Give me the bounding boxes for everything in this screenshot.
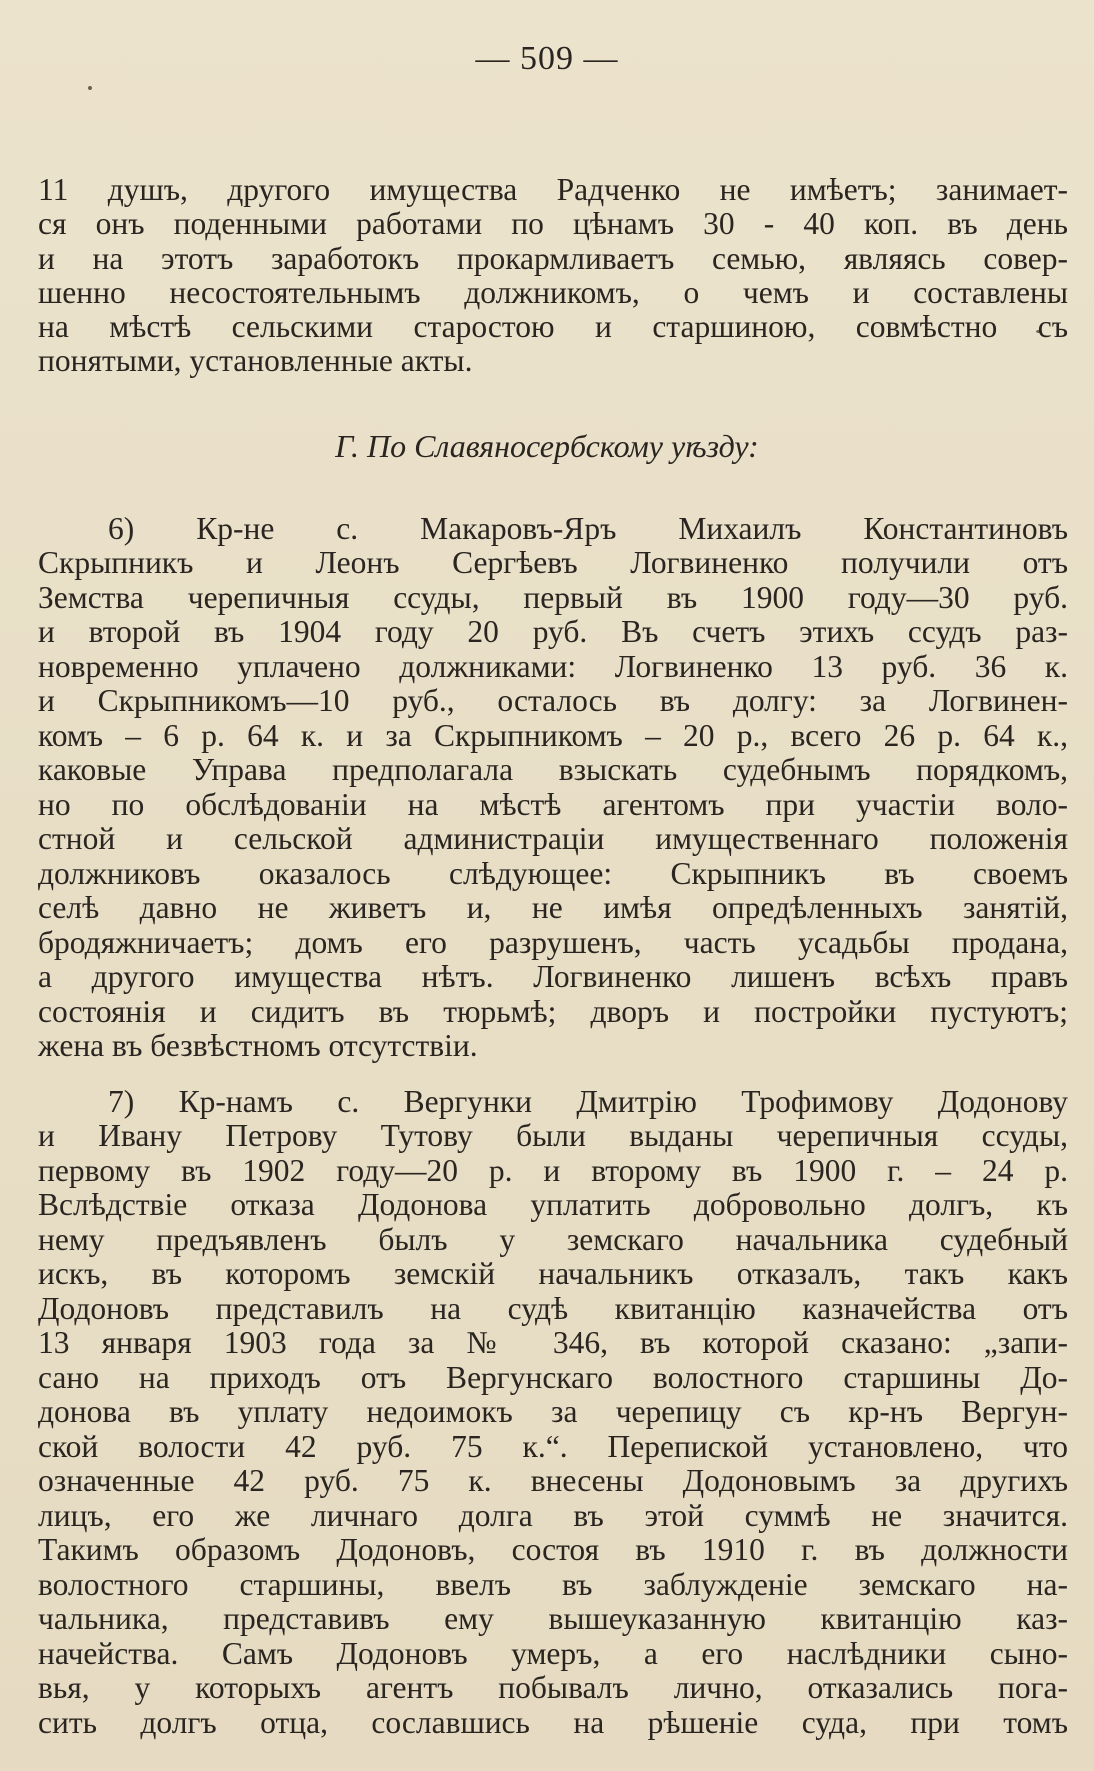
text-line: Такимъ образомъ Додоновъ, состоя въ 1910 г. въ должности bbox=[38, 1532, 1068, 1567]
text-line: сить долгъ отца, сославшись на рѣшеніе суда, при томъ bbox=[38, 1705, 1068, 1740]
text-line: Земства черепичныя ссуды, первый въ 1900 году—30 руб. bbox=[38, 580, 1068, 615]
text-line: на мѣстѣ сельскими старостою и старшиною, совмѣстно съ bbox=[38, 309, 1068, 344]
text-line: сано на приходъ отъ Вергунскаго волостного старшины До- bbox=[38, 1360, 1068, 1395]
text-line: каковые Управа предполагала взыскать судебнымъ порядкомъ, bbox=[38, 752, 1068, 787]
text-line: нему предъявленъ былъ у земскаго начальника судебный bbox=[38, 1222, 1068, 1257]
text-line: комъ – 6 р. 64 к. и за Скрыпникомъ – 20 р., всего 26 р. 64 к., bbox=[38, 718, 1068, 753]
text-line: 6) Кр-не с. Макаровъ-Яръ Михаилъ Константиновъ bbox=[108, 511, 1068, 546]
text-line: первому въ 1902 году—20 р. и второму въ 1900 г. – 24 р. bbox=[38, 1153, 1068, 1188]
text-line: лицъ, его же личнаго долга въ этой суммѣ не значится. bbox=[38, 1498, 1068, 1533]
text-line: новременно уплачено должниками: Логвиненко 13 руб. 36 к. bbox=[38, 649, 1068, 684]
text-line: Додоновъ представилъ на судѣ квитанцію казначейства отъ bbox=[38, 1291, 1068, 1326]
text-line: и Ивану Петрову Тутову были выданы черепичныя ссуды, bbox=[38, 1118, 1068, 1153]
text-line: и второй въ 1904 году 20 руб. Въ счетъ этихъ ссудъ раз- bbox=[38, 614, 1068, 649]
text-line: вья, у которыхъ агентъ побывалъ лично, отказались пога- bbox=[38, 1670, 1068, 1705]
text-line: бродяжничаетъ; домъ его разрушенъ, часть усадьбы продана, bbox=[38, 925, 1068, 960]
text-line: и Скрыпникомъ—10 руб., осталось въ долгу: за Логвинен- bbox=[38, 683, 1068, 718]
text-line: донова въ уплату недоимокъ за черепицу съ кр-нъ Вергун- bbox=[38, 1394, 1068, 1429]
text-line: 11 душъ, другого имущества Радченко не имѣетъ; занимает- bbox=[38, 172, 1068, 207]
text-line: искъ, въ которомъ земскій начальникъ отказалъ, такъ какъ bbox=[38, 1256, 1068, 1291]
text-line: ся онъ поденными работами по цѣнамъ 30 - 40 коп. въ день bbox=[38, 206, 1068, 241]
text-line: 7) Кр-намъ с. Вергунки Дмитрію Трофимову Додонову bbox=[108, 1084, 1068, 1119]
text-line: жена въ безвѣстномъ отсутствіи. bbox=[38, 1028, 478, 1063]
text-line: понятыми, установленные акты. bbox=[38, 343, 473, 378]
text-line: ской волости 42 руб. 75 к.“. Перепиской установлено, что bbox=[38, 1429, 1068, 1464]
text-line: шенно несостоятельнымъ должникомъ, о чемъ и составлены bbox=[38, 275, 1068, 310]
text-line: состоянія и сидитъ въ тюрьмѣ; дворъ и постройки пустуютъ; bbox=[38, 994, 1068, 1029]
text-line: 13 января 1903 года за № 346, въ которой сказано: „запи- bbox=[38, 1325, 1068, 1360]
text-line: Вслѣдствіе отказа Додонова уплатить добровольно долгъ, къ bbox=[38, 1187, 1068, 1222]
text-line: но по обслѣдованіи на мѣстѣ агентомъ при участіи воло- bbox=[38, 787, 1068, 822]
text-line: должниковъ оказалось слѣдующее: Скрыпникъ въ своемъ bbox=[38, 856, 1068, 891]
text-line: начейства. Самъ Додоновъ умеръ, а его наслѣдники сыно- bbox=[38, 1636, 1068, 1671]
text-line: означенные 42 руб. 75 к. внесены Додоновымъ за другихъ bbox=[38, 1463, 1068, 1498]
text-line: а другого имущества нѣтъ. Логвиненко лишенъ всѣхъ правъ bbox=[38, 959, 1068, 994]
text-line: волостного старшины, ввелъ въ заблужденіе земскаго на- bbox=[38, 1567, 1068, 1602]
section-heading: Г. По Славяносербскому уѣзду: bbox=[335, 428, 759, 464]
ink-speck bbox=[88, 86, 92, 90]
text-line: Скрыпникъ и Леонъ Сергѣевъ Логвиненко получили отъ bbox=[38, 545, 1068, 580]
page-number: — 509 — bbox=[475, 40, 619, 77]
text-line: селѣ давно не живетъ и, не имѣя опредѣленныхъ занятій, bbox=[38, 890, 1068, 925]
text-line: и на этотъ заработокъ прокармливаетъ семью, являясь совер- bbox=[38, 241, 1068, 276]
text-line: чальника, представивъ ему вышеуказанную квитанцію каз- bbox=[38, 1601, 1068, 1636]
text-line: стной и сельской администраціи имущественнаго положенія bbox=[38, 821, 1068, 856]
